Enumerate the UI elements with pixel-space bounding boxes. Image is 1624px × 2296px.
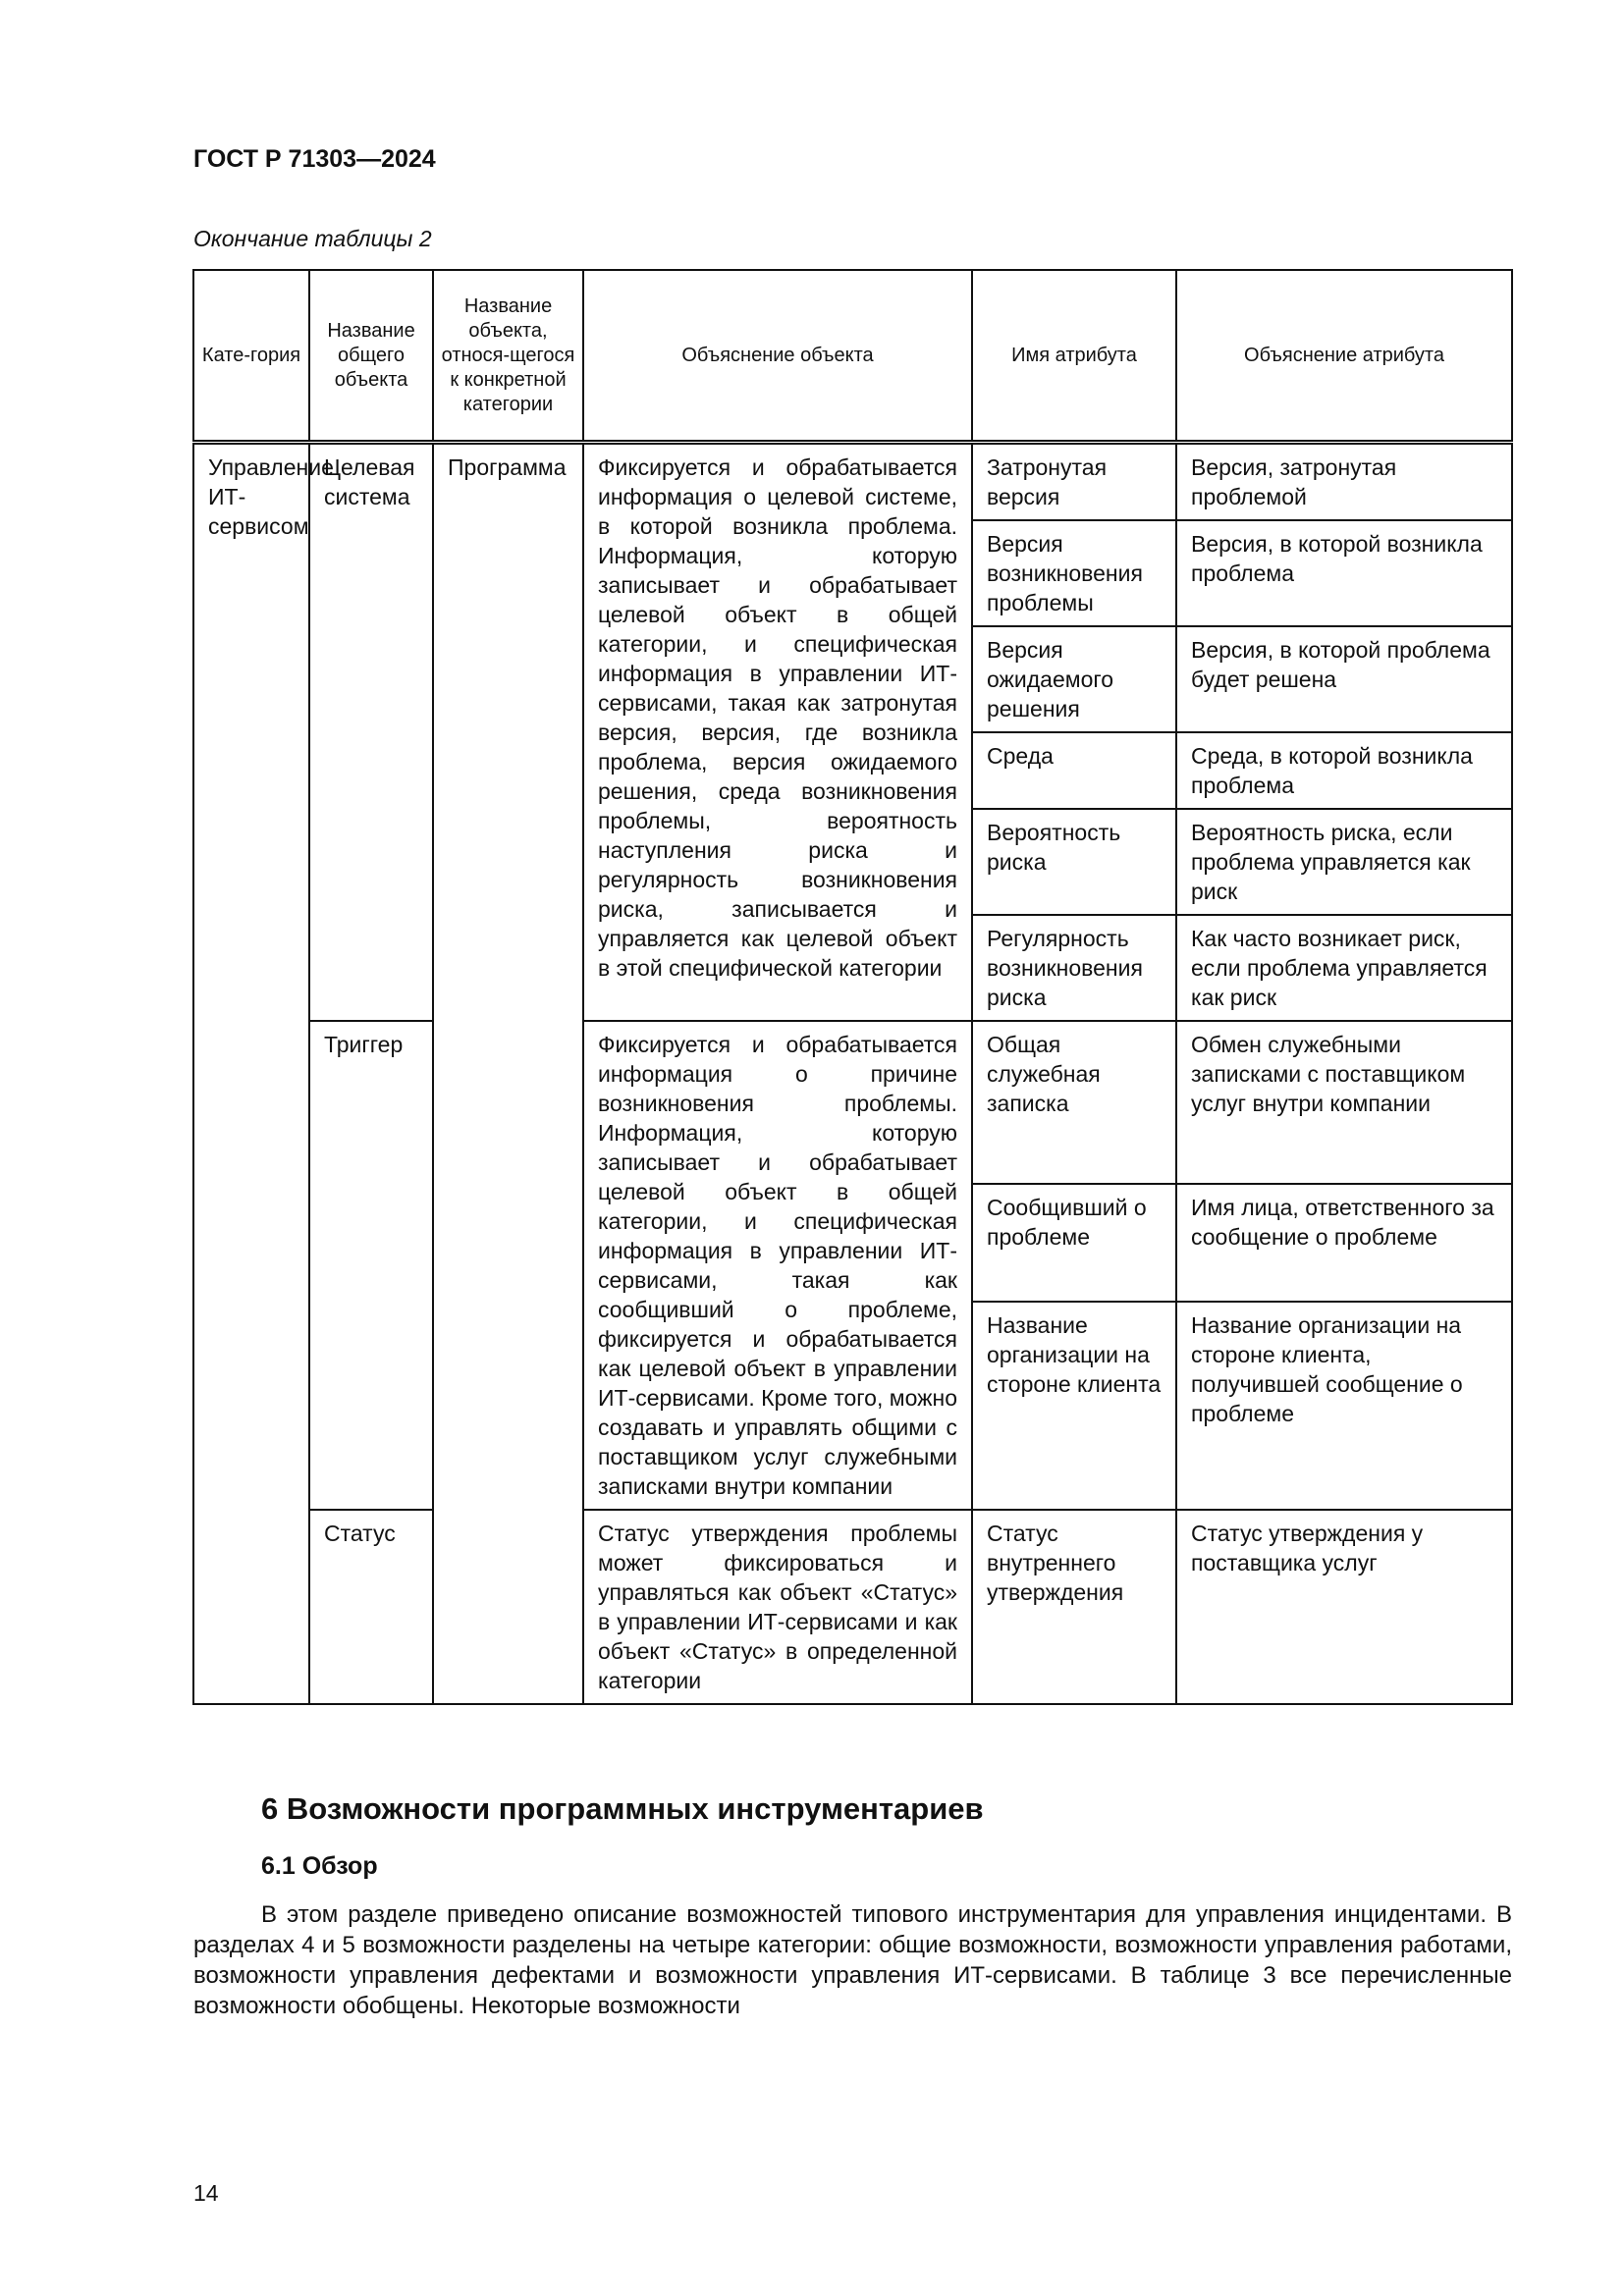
- attribute-name-cell: Регулярность возникновения риска: [972, 915, 1176, 1021]
- attribute-name-cell: Статус внутреннего утверждения: [972, 1510, 1176, 1704]
- table-header-row: [193, 270, 1512, 443]
- header-attribute-name: Имя атрибута: [972, 270, 1176, 443]
- attribute-explanation-cell: Имя лица, ответственного за сообщение о проблеме: [1176, 1184, 1512, 1302]
- header-category: Кате-гория: [193, 270, 309, 443]
- section-title: 6 Возможности программных инструментариев: [261, 1791, 984, 1826]
- header-object-explanation: Объяснение объекта: [583, 270, 972, 443]
- attribute-explanation-cell: Статус утверждения у поставщика услуг: [1176, 1510, 1512, 1704]
- attribute-name-cell: Вероятность риска: [972, 809, 1176, 915]
- attribute-name-cell: Версия возникновения проблемы: [972, 520, 1176, 626]
- attribute-explanation-cell: Версия, в которой возникла проблема: [1176, 520, 1512, 626]
- specific-object-cell: Программа: [433, 443, 583, 1705]
- attribute-explanation-cell: Как часто возникает риск, если проблема управляется как риск: [1176, 915, 1512, 1021]
- table-row: [193, 1021, 1512, 1184]
- attribute-name-cell: Общая служебная записка: [972, 1021, 1176, 1184]
- table-row: [193, 443, 1512, 521]
- object-explanation-cell: Фиксируется и обрабатывается информация о целевой системе, в которой возникла проблема. Информация, которую записывает и обрабатывает целевой объект в общей категории, и специфическая информация в управлении ИТ-сервисами, такая как затронутая версия, версия, где возникла проблема, версия ожидаемого решения, среда возникновения проблемы, вероятность наступления риска и регулярность возникновения риска, записывается и управляется как целевой объект в этой специфической категории: [583, 443, 972, 1022]
- attribute-explanation-cell: Версия, в которой проблема будет решена: [1176, 626, 1512, 732]
- header-general-object: Название общего объекта: [309, 270, 433, 443]
- attribute-name-cell: Среда: [972, 732, 1176, 809]
- general-object-cell: Целевая система: [309, 443, 433, 1022]
- general-object-cell: Статус: [309, 1510, 433, 1704]
- attribute-explanation-cell: Версия, затронутая проблемой: [1176, 443, 1512, 521]
- subsection-title: 6.1 Обзор: [261, 1852, 378, 1880]
- attribute-explanation-cell: Обмен служебными записками с поставщиком услуг внутри компании: [1176, 1021, 1512, 1184]
- attribute-name-cell: Версия ожидаемого решения: [972, 626, 1176, 732]
- category-cell: Управление ИТ-сервисом: [193, 443, 309, 1705]
- header-specific-object: Название объекта, относя-щегося к конкретной категории: [433, 270, 583, 443]
- attribute-explanation-cell: Вероятность риска, если проблема управляется как риск: [1176, 809, 1512, 915]
- table-row: [193, 1510, 1512, 1704]
- attribute-explanation-cell: Название организации на стороне клиента, получившей сообщение о проблеме: [1176, 1302, 1512, 1510]
- document-header: ГОСТ Р 71303—2024: [193, 145, 436, 173]
- header-attribute-explanation: Объяснение атрибута: [1176, 270, 1512, 443]
- page-number: 14: [193, 2180, 219, 2206]
- attribute-name-cell: Сообщивший о проблеме: [972, 1184, 1176, 1302]
- object-explanation-cell: Статус утверждения проблемы может фиксироваться и управляться как объект «Статус» в управлении ИТ-сервисами и как объект «Статус» в определенной категории: [583, 1510, 972, 1704]
- table-caption: Окончание таблицы 2: [193, 226, 432, 251]
- attribute-name-cell: Затронутая версия: [972, 443, 1176, 521]
- object-explanation-cell: Фиксируется и обрабатывается информация о причине возникновения проблемы. Информация, которую записывает и обрабатывает целевой объект в общей категории, и специфическая информация в управлении ИТ-сервисами, такая как сообщивший о проблеме, фиксируется и обрабатывается как целевой объект в управлении ИТ-сервисами. Кроме того, можно создавать и управлять общими с поставщиком услуг служебными записками внутри компании: [583, 1021, 972, 1510]
- objects-table: [192, 269, 1513, 1705]
- attribute-explanation-cell: Среда, в которой возникла проблема: [1176, 732, 1512, 809]
- general-object-cell: Триггер: [309, 1021, 433, 1510]
- attribute-name-cell: Название организации на стороне клиента: [972, 1302, 1176, 1510]
- body-paragraph: В этом разделе приведено описание возможностей типового инструментария для управления инцидентами. В разделах 4 и 5 возможности разделены на четыре категории: общие возможности, возможности управления работами, возможности управления дефектами и возможности управления ИТ-сервисами. В таблице 3 все перечисленные возможности обобщены. Некоторые возможности: [193, 1901, 1512, 2019]
